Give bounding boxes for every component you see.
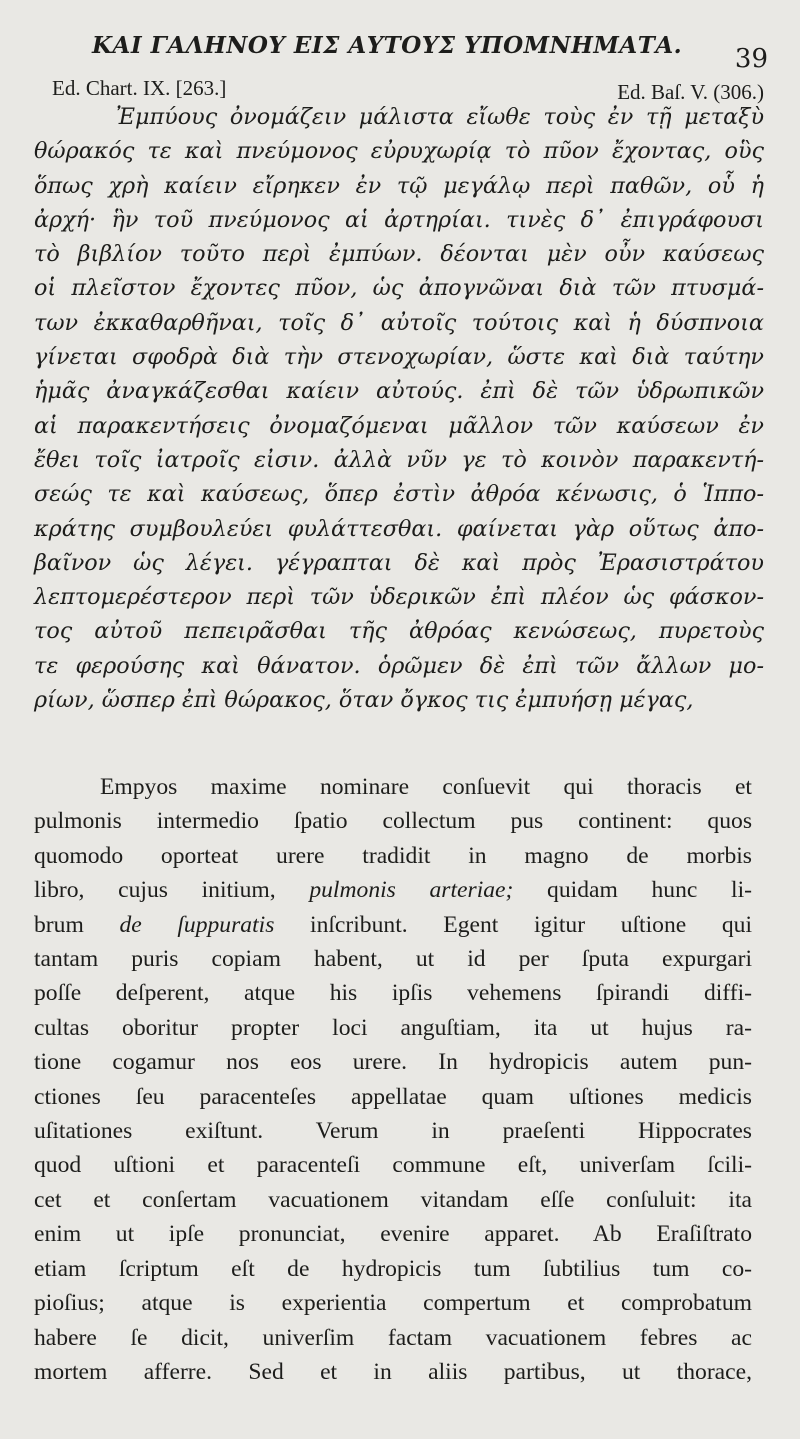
greek-line: ἀρχή· ἣν τοῦ πνεύμονος αἱ ἀρτηρίαι. τινὲς δ᾽ ἐπιγράφουσι [34, 206, 764, 233]
latin-line: habere ſe dicit, univerſim factam vacuationem febres ac [34, 1324, 752, 1351]
latin-text: libro, cujus initium, [34, 877, 310, 904]
greek-line: θώρακός τε καὶ πνεύμονος εὐρυχωρίᾳ τὸ πῦον ἔχοντας, οὓς [34, 138, 764, 165]
latin-line: quomodo oporteat urere tradidit in magno de morbis [34, 842, 752, 869]
greek-line: κράτης συμβουλεύει φυλάττεσθαι. φαίνεται γὰρ οὕτως ἀπο- [34, 515, 764, 542]
latin-line [34, 873, 752, 907]
latin-line: pulmonis intermedio ſpatio collectum pus continent: quos [34, 808, 752, 835]
greek-line: ἔθει τοῖς ἰατροῖς εἰσιν. ἀλλὰ νῦν γε τὸ κοινὸν παρακεντή- [34, 446, 764, 473]
italic-book-title: de ſuppuratis [119, 911, 275, 938]
latin-line: cet et conſertam vacuationem vitandam eſſe conſuluit: ita [34, 1186, 752, 1213]
latin-line: cultas oboritur propter loci anguſtiam, ita ut hujus ra- [34, 1014, 752, 1041]
latin-text-block [34, 770, 752, 1389]
latin-line [34, 908, 752, 942]
greek-line: ὅπως χρὴ καίειν εἴρηκεν ἐν τῷ μεγάλῳ περὶ παθῶν, οὗ ἡ [34, 172, 764, 199]
greek-line: τος αὐτοῦ πεπειρᾶσθαι τῆς ἀθρόας κενώσεως, πυρετοὺς [34, 618, 764, 645]
greek-line: ἡμᾶς ἀναγκάζεσθαι καίειν αὐτούς. ἐπὶ δὲ τῶν ὑδρωπικῶν [34, 378, 764, 405]
greek-text-block [34, 100, 764, 717]
edition-reference-left: Ed. Chart. IX. [263.] [52, 76, 227, 100]
greek-line: οἱ πλεῖστον ἔχοντες πῦον, ὡς ἀπογνῶναι διὰ τῶν πτυσμά- [34, 275, 764, 302]
latin-line: mortem afferre. Sed et in aliis partibus, ut thorace, [34, 1358, 752, 1385]
latin-line: Empyos maxime nominare conſuevit qui thoracis et [100, 774, 752, 800]
greek-line: τε φερούσης καὶ θάνατον. ὁρῶμεν δὲ ἐπὶ τῶν ἄλλων μο- [34, 652, 764, 679]
greek-line: βαῖνον ὡς λέγει. γέγραπται δὲ καὶ πρὸς Ἐρασιστράτου [34, 549, 764, 576]
latin-line: poſſe deſperent, atque his ipſis vehemens ſpirandi diffi- [34, 980, 752, 1007]
greek-line: αἱ παρακεντήσεις ὀνομαζόμεναι μᾶλλον τῶν καύσεων ἐν [34, 412, 764, 439]
latin-line: tantam puris copiam habent, ut id per ſputa expurgari [34, 946, 752, 973]
latin-line: pioſius; atque is experientia compertum et comprobatum [34, 1290, 752, 1317]
latin-line: etiam ſcriptum eſt de hydropicis tum ſubtilius tum co- [34, 1255, 752, 1282]
page-number: 39 [734, 44, 768, 74]
greek-line: Ἐμπύους ὀνομάζειν μάλιστα εἴωθε τοὺς ἐν τῇ μεταξὺ [116, 104, 764, 130]
edition-reference-right: Ed. Baſ. V. (306.) [617, 80, 764, 104]
latin-line: uſitationes exiſtunt. Verum in praeſenti Hippocrates [34, 1118, 752, 1145]
latin-line: quod uſtioni et paracenteſi commune eſt, univerſam ſcili- [34, 1152, 752, 1179]
italic-quotation: pulmonis arteriae; [309, 877, 514, 904]
latin-text: inſcribunt. Egent igitur uſtione qui [274, 911, 753, 938]
greek-line: τὸ βιβλίον τοῦτο περὶ ἐμπύων. δέονται μὲν οὖν καύσεως [34, 241, 764, 268]
latin-text: brum [34, 911, 120, 938]
greek-line: σεώς τε καὶ καύσεως, ὅπερ ἐστὶν ἀθρόα κένωσις, ὁ Ἱππο- [34, 481, 764, 508]
greek-line: γίνεται σφοδρὰ διὰ τὴν στενοχωρίαν, ὥστε καὶ διὰ ταύτην [34, 344, 764, 371]
latin-line: tione cogamur nos eos urere. In hydropicis autem pun- [34, 1049, 752, 1076]
running-title: ΚΑΙ ΓΑΛΗΝΟΥ ΕΙΣ ΑΥΤΟΥΣ ΥΠΟΜΝΗΜΑΤΑ. [92, 32, 683, 59]
greek-line: λεπτομερέστερον περὶ τῶν ὑδερικῶν ἐπὶ πλέον ὡς φάσκον- [34, 584, 764, 611]
latin-line: enim ut ipſe pronunciat, evenire apparet. Ab Eraſiſtrato [34, 1221, 752, 1248]
greek-line: των ἐκκαθαρθῆναι, τοῖς δ᾽ αὐτοῖς τούτοις καὶ ἡ δύσπνοια [34, 309, 764, 336]
greek-line: ρίων, ὥσπερ ἐπὶ θώρακος, ὅταν ὄγκος τις ἐμπυήσῃ μέγας, [34, 687, 694, 714]
latin-text: quidam hunc li- [513, 877, 752, 904]
latin-line: ctiones ſeu paracenteſes appellatae quam uſtiones medicis [34, 1083, 752, 1110]
